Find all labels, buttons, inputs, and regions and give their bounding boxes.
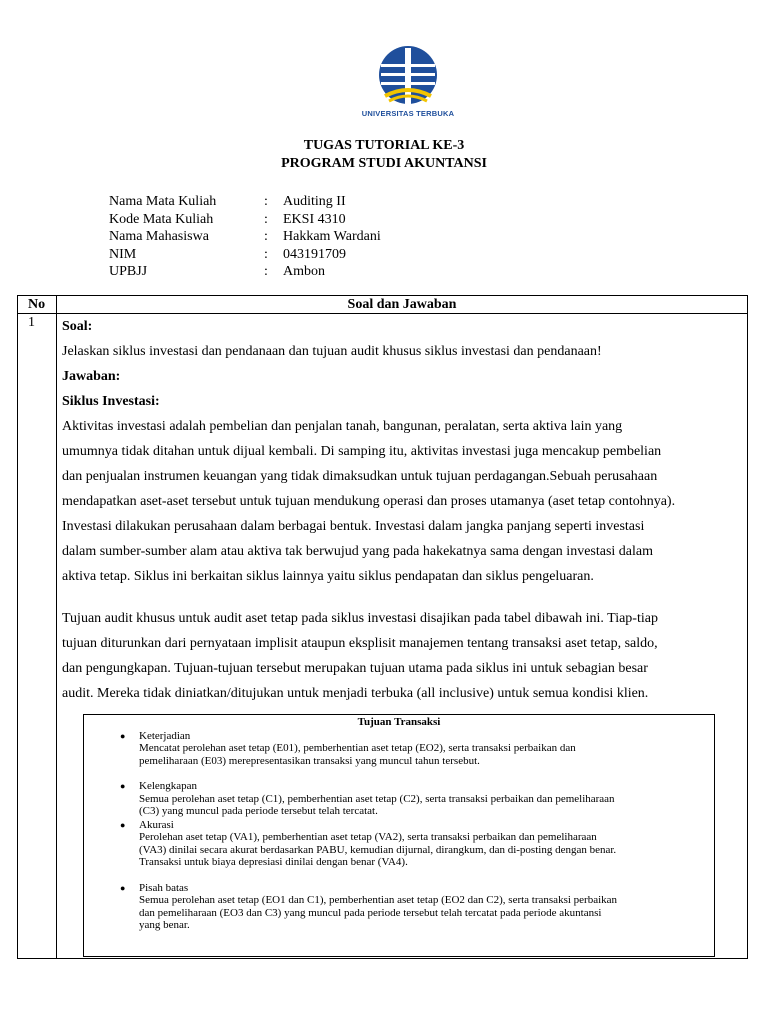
jawaban-label: Jawaban:: [62, 369, 121, 384]
info-colon: :: [264, 229, 268, 244]
table-header-row: [18, 296, 747, 314]
info-label: Nama Mata Kuliah: [109, 194, 217, 209]
paragraph-line: aktiva tetap. Siklus ini berkaitan siklus lainnya yaitu siklus pendapatan dan siklus pengeluaran.: [62, 569, 594, 584]
paragraph-line: dan penjualan instrumen keuangan yang tidak dimaksudkan untuk tujuan perdagangan.Sebuah perusahaan: [62, 469, 658, 484]
siklus-label: Siklus Investasi:: [62, 394, 160, 409]
row-number: 1: [28, 315, 35, 330]
objective-line: pemeliharaan (E03) merepresentasikan transaksi yang muncul tahun tersebut.: [139, 754, 480, 767]
info-row-nim: [109, 246, 381, 264]
paragraph-line: Aktivitas investasi adalah pembelian dan penjalan tanah, bangunan, peralatan, serta aktiva lain yang: [62, 419, 623, 434]
info-label: UPBJJ: [109, 264, 148, 279]
objective-name: Pisah batas: [139, 881, 189, 894]
objective-line: Transaksi untuk biaya depresiasi dinilai dengan benar (VA4).: [139, 856, 408, 868]
list-item: [84, 730, 714, 768]
info-row-course-name: [109, 193, 381, 211]
page-subtitle: PROGRAM STUDI AKUNTANSI: [281, 156, 487, 171]
paragraph-line: Investasi dilakukan perusahaan dalam berbagai bentuk. Investasi dalam jangka panjang seperti investasi: [62, 519, 645, 534]
soal-text: Jelaskan siklus investasi dan pendanaan dan tujuan audit khusus siklus investasi dan pendanaan!: [62, 344, 602, 359]
column-divider: [56, 296, 57, 958]
paragraph-line: mendapatkan aset-aset tersebut untuk tujuan mendukung operasi dan proses utamanya (aset tetap contohnya).: [62, 494, 676, 509]
info-colon: :: [264, 211, 268, 227]
info-colon: :: [264, 246, 268, 262]
bullet-icon: ●: [120, 730, 126, 741]
info-row-course-code: [109, 211, 381, 229]
objective-name: Kelengkapan: [139, 780, 198, 792]
objective-name: Keterjadian: [139, 729, 191, 742]
paragraph-line: Tujuan audit khusus untuk audit aset tetap pada siklus investasi disajikan pada tabel dibawah ini. Tiap-tiap: [62, 611, 658, 626]
objective-line: yang benar.: [139, 919, 190, 931]
list-item: [84, 780, 714, 818]
logo-text: UNIVERSITAS TERBUKA: [361, 109, 455, 118]
paragraph-line: dan pengungkapan. Tujuan-tujuan tersebut merupakan tujuan utama pada siklus ini untuk sebagian besar: [62, 661, 648, 676]
page-title: TUGAS TUTORIAL KE-3: [303, 138, 465, 153]
paragraph-gap: [62, 589, 742, 606]
info-label: Kode Mata Kuliah: [109, 211, 214, 227]
info-value: Hakkam Wardani: [283, 229, 381, 244]
info-value: Ambon: [283, 264, 325, 279]
university-seal-icon: [377, 44, 439, 106]
objective-list: [84, 730, 714, 932]
list-item: [84, 882, 714, 932]
info-value: Auditing II: [283, 194, 346, 209]
info-colon: :: [264, 194, 268, 209]
objective-line: Mencatat perolehan aset tetap (E01), pemberhentian aset tetap (EO2), serta transaksi perbaikan dan: [139, 742, 576, 754]
info-value: EKSI 4310: [283, 211, 346, 227]
student-info: [109, 193, 381, 281]
paragraph-line: audit. Mereka tidak diniatkan/ditujukan untuk menjadi terbuka (all inclusive) untuk semua kondisi klien.: [62, 686, 649, 701]
objective-line: Semua perolehan aset tetap (EO1 dan C1), pemberhentian aset tetap (EO2 dan C2), serta transaksi perbaikan: [139, 894, 618, 906]
list-item: [84, 819, 714, 869]
objective-name: Akurasi: [139, 818, 174, 831]
info-row-upbjj: [109, 263, 381, 281]
bullet-icon: ●: [120, 819, 126, 830]
objective-line: Perolehan aset tetap (VA1), pemberhentian aset tetap (VA2), serta transaksi perbaikan dan pemeliharaan: [139, 831, 597, 843]
info-row-student-name: [109, 228, 381, 246]
info-value: 043191709: [283, 246, 346, 262]
bullet-icon: ●: [120, 781, 126, 791]
paragraph-line: dalam sumber-sumber alam atau aktiva tak berwujud yang pada hakekatnya sama dengan investasi dalam: [62, 544, 654, 559]
column-header-no: No: [28, 297, 46, 312]
objective-line: (VA3) dinilai secara akurat berdasarkan PABU, kemudian dijurnal, dirangkum, dan di-posting dengan benar.: [139, 843, 617, 856]
paragraph-line: umumnya tidak ditahan untuk dijual kembali. Di samping itu, aktivitas investasi juga mencakup pembelian: [62, 444, 662, 459]
soal-label: Soal:: [62, 319, 93, 334]
inner-table-title: Tujuan Transaksi: [357, 716, 441, 728]
objective-line: (C3) yang muncul pada periode tersebut telah tercatat.: [139, 805, 378, 817]
info-colon: :: [264, 264, 268, 279]
column-header-soal: Soal dan Jawaban: [347, 297, 457, 312]
info-label: NIM: [109, 246, 137, 262]
tujuan-transaksi-table: [83, 714, 715, 957]
objective-line: Semua perolehan aset tetap (C1), pemberhentian aset tetap (C2), serta transaksi perbaikan dan pemeliharaan: [139, 792, 615, 805]
answer-content: [62, 314, 742, 706]
bullet-icon: ●: [120, 882, 126, 893]
info-label: Nama Mahasiswa: [109, 229, 209, 244]
objective-line: dan pemeliharaan (EO3 dan C3) yang muncul pada periode tersebut telah tercatat pada periode akuntansi: [139, 906, 602, 919]
university-logo: [361, 44, 455, 120]
question-answer-table: [17, 295, 748, 959]
paragraph-line: tujuan diturunkan dari pernyataan implisit ataupun eksplisit manajemen tentang transaksi aset tetap, saldo,: [62, 636, 658, 651]
